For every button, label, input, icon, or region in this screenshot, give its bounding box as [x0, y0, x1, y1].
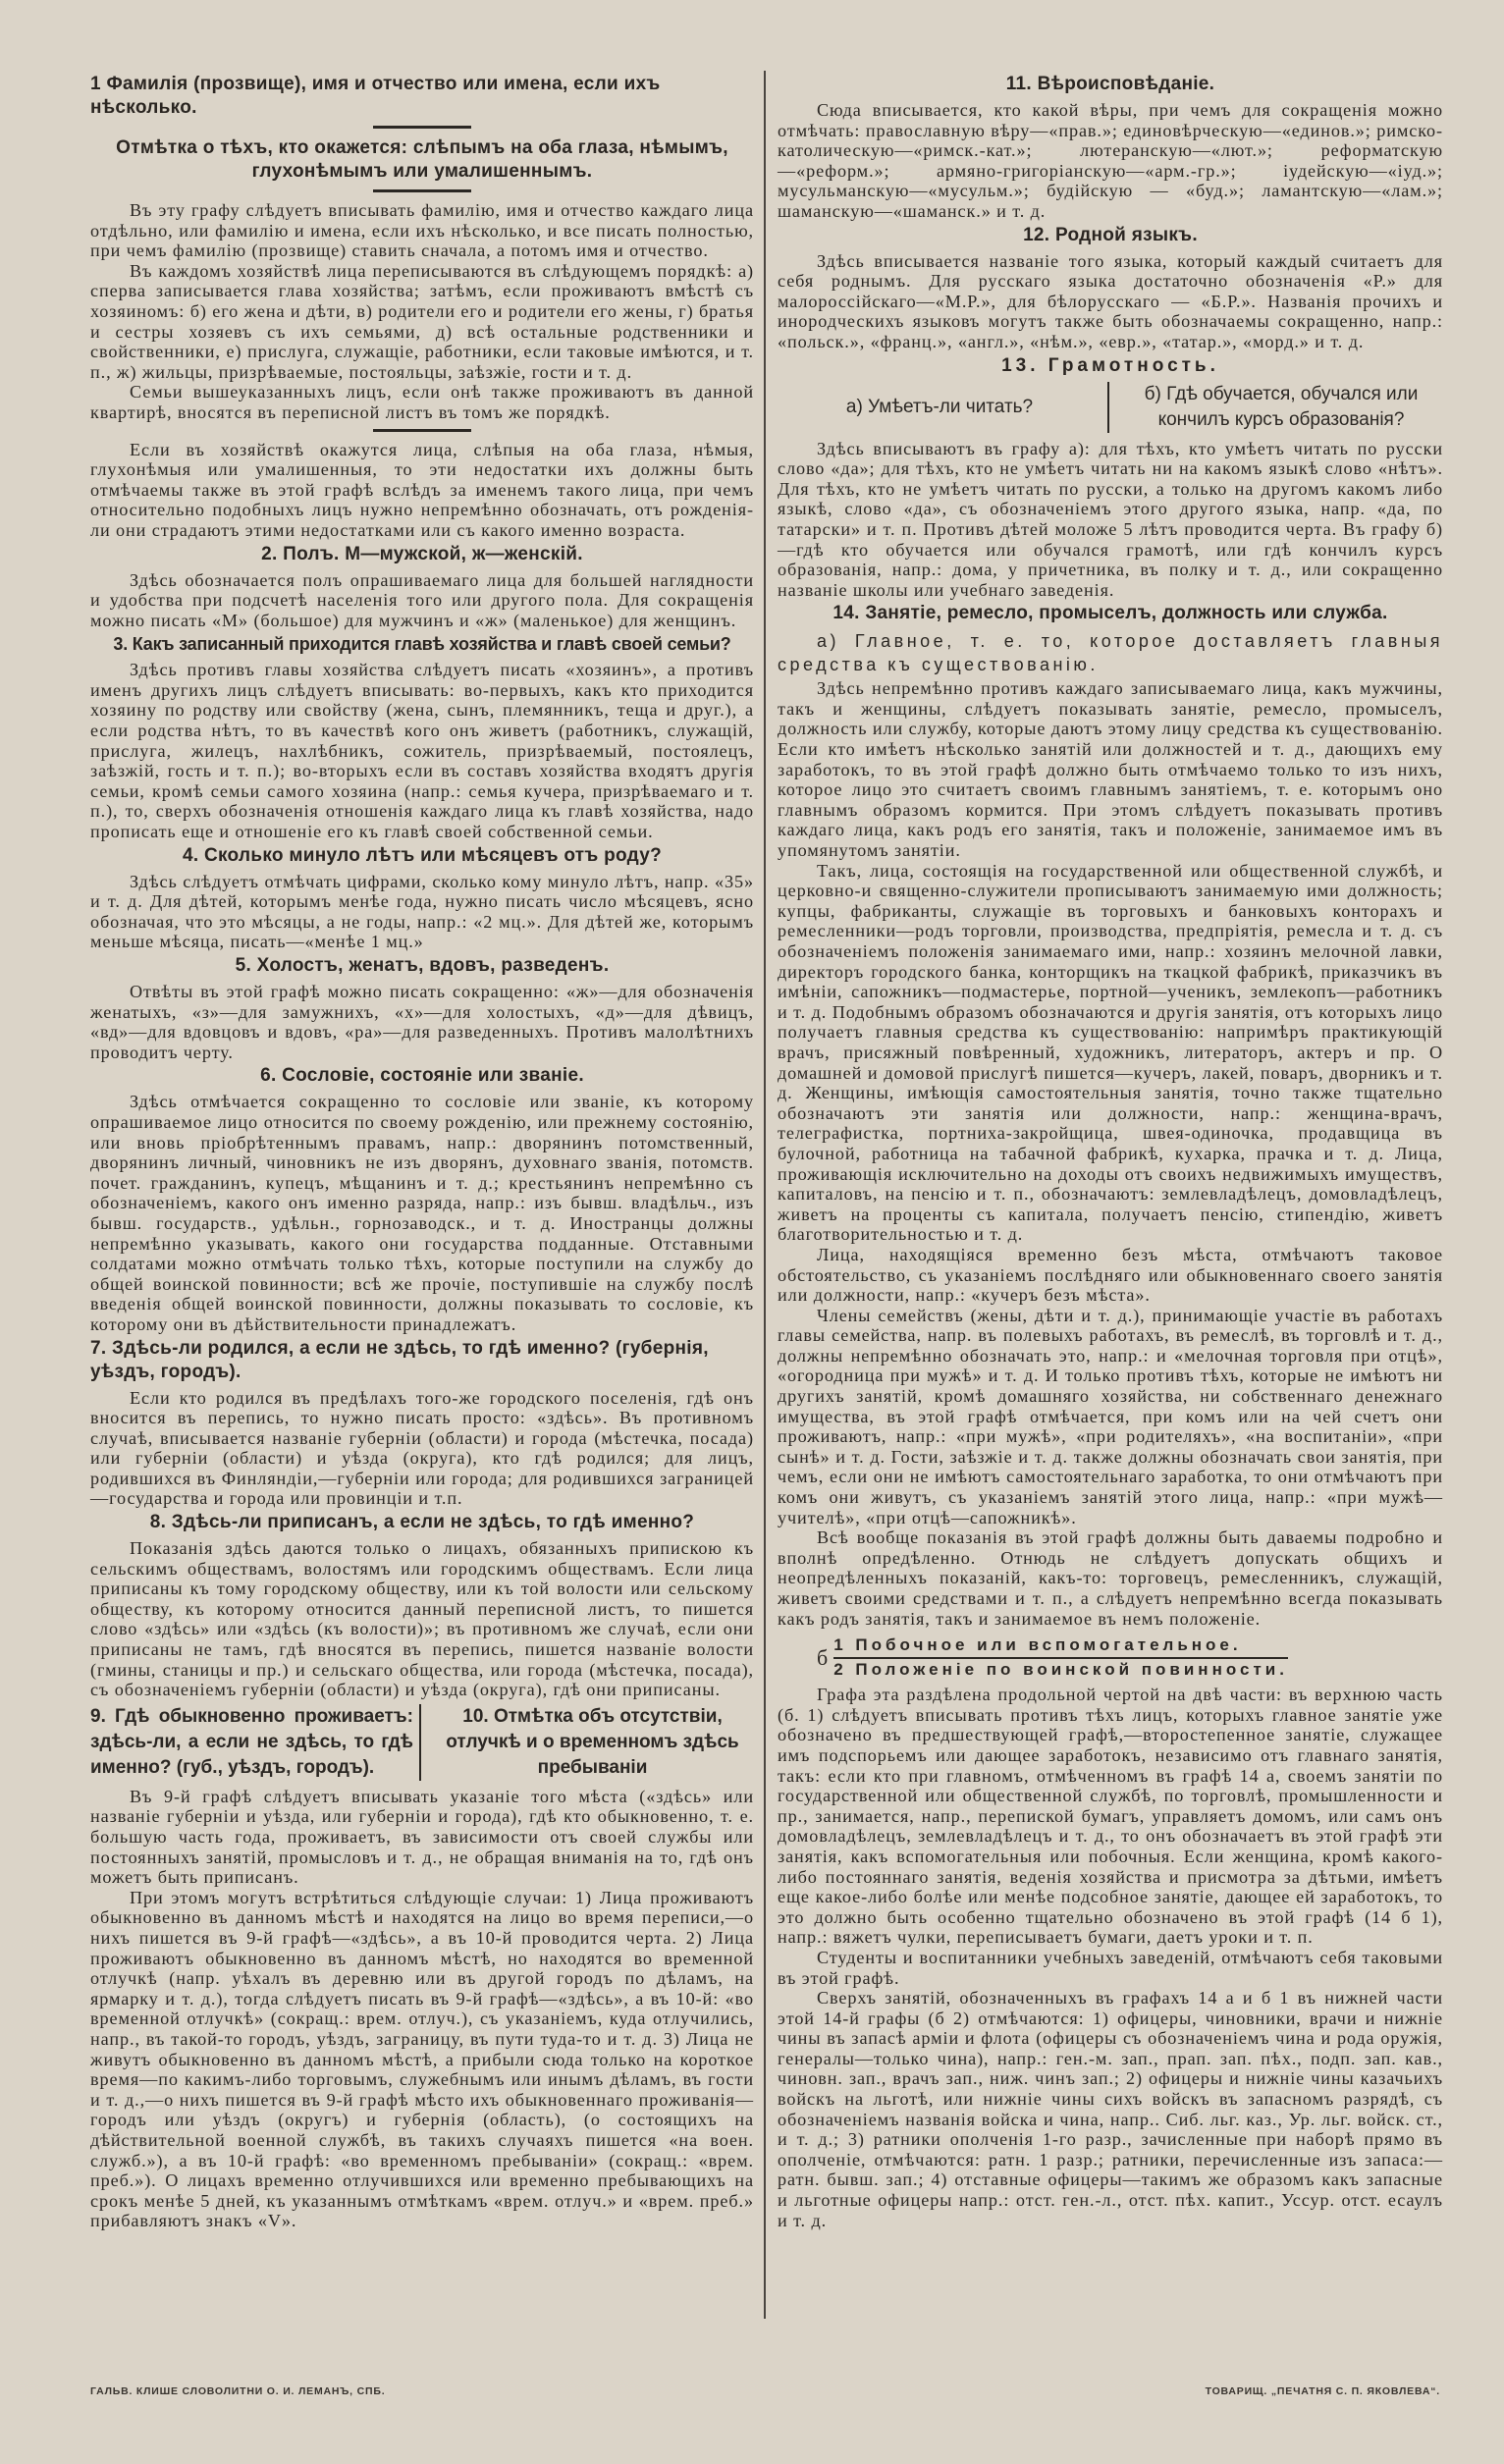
paragraph: Отвѣты въ этой графѣ можно писать сокращенно: «ж»—для обозначенія женатыхъ, «з»—для замужнихъ, «х»—для холостыхъ, «д»—для дѣвицъ, «вд»—для вдовцовъ и вдовъ, «ра»—для разведенныхъ. Противъ малолѣтнихъ проводитъ черту. [90, 982, 754, 1062]
heading-pair [90, 1704, 754, 1781]
paragraph: Графа эта раздѣлена продольной чертой на двѣ части: въ верхнюю часть (б. 1) слѣдуетъ вписывать противъ тѣхъ лицъ, которыхъ главное занятіе уже обозначено въ предшествующей графѣ,—второстепенное занятіе, служащее имъ подспорьемъ или дающее заработокъ, независимо отъ главнаго занятія, такъ: если кто при главномъ, отмѣченномъ въ графѣ 14 а, своемъ занятіи по государственной или общественной службѣ, по торговлѣ, промышленности и пр., занимается, напр., перепиской бумагъ, управляетъ домомъ, или самъ онъ домовладѣлецъ, землевладѣлецъ и т. д., то онъ обозначаетъ въ этой графѣ эти занятія, какъ вспомогательныя или побочныя. Если женщина, кромѣ какого-либо постояннаго занятія, веденія хозяйства и присмотра за дѣтьми, имѣетъ еще какое-либо болѣе или менѣе подсобное занятіе, дающее ей заработокъ, то это должно быть особенно тщательно обозначено въ этой графѣ (14 б 1), напр.: вяжетъ чулки, переписываетъ бумаги, даетъ уроки и т. п. [778, 1685, 1443, 1948]
paragraph: Такъ, лица, состоящія на государственной или общественной службѣ, и церковно-и священно-служители прописываютъ занимаемую ими должность; купцы, фабриканты, служащіе въ торговыхъ и банковыхъ конторахъ и ремесленники—родъ торговли, производства, предпріятія, ремесла и т. д. съ обозначеніемъ положенія занимаемаго ими, напр.: хозяинъ мелочной лавки, директоръ городского банка, конторщикъ на ткацкой фабрикѣ, приказчикъ въ имѣніи, сапожникъ—подмастерье, портной—ученикъ, землекопъ—работникъ и т. д. Подобнымъ образомъ обозначаются и другія занятія, отъ которыхъ лицо получаетъ главныя средства къ существованію: напримѣръ практикующій врачъ, присяжный повѣренный, художникъ, литераторъ, актеръ и пр. О домашней и домовой прислугѣ пишется—кучеръ, лакей, поваръ, дворникъ и т. д. Женщины, имѣющія самостоятельныя занятія, точно также тщательно обозначаютъ эти занятія или должности, напр.: женщина-врачъ, телеграфистка, портниха-закройщица, швея-одиночка, продавщица въ булочной, работница на табачной фабрикѣ, кухарка, прачка и т. д. Лица, проживающія исключительно на доходы отъ своихъ недвижимыхъ имуществъ, капиталовъ, на пенсію и т. п., обозначаютъ: землевладѣлецъ, домовладѣлецъ, живетъ на проценты съ капитала, получаетъ пенсію, стипендію, живетъ благотворительностью и т. д. [778, 860, 1443, 1245]
section-8-registration [90, 1511, 754, 1700]
section-9-heading: 9. Гдѣ обыкновенно проживаетъ: здѣсь-ли, а если не здѣсь, то гдѣ именно? (губ., уѣздъ, городъ). [90, 1704, 421, 1781]
subheading-b-fraction [817, 1634, 1443, 1681]
paragraph: Студенты и воспитанники учебныхъ заведеній, отмѣчаютъ себя таковыми въ этой графѣ. [778, 1947, 1443, 1988]
divider-rule [373, 126, 471, 129]
paragraph: Въ эту графу слѣдуетъ вписывать фамилію, имя и отчество каждаго лица отдѣльно, или фамилію и имена, если ихъ нѣсколько, и все писать полностью, при чемъ фамилію (прозвище) ставить сначала, а потомъ имя и отчество. [90, 200, 754, 261]
section-11-religion [778, 73, 1443, 222]
section-12-language [778, 224, 1443, 352]
section-heading: 3. Какъ записанный приходится главѣ хозяйства и главѣ своей семьи? [113, 634, 731, 655]
section-heading: 1 Фамилія (прозвище), имя и отчество или имена, если ихъ нѣсколько. [90, 74, 661, 118]
paragraph: Всѣ вообще показанія въ этой графѣ должны быть даваемы подробно и вполнѣ опредѣленно. Отнюдь не слѣдуетъ допускать общихъ и неопредѣленныхъ показаній, какъ-то: торговецъ, ремесленникъ, служащій, живетъ своими средствами и т. п., а слѣдуетъ непремѣнно всегда показывать какъ родъ занятія, такъ и занимаемое въ немъ положеніе. [778, 1527, 1443, 1629]
section-heading: 13. Грамотность. [1001, 354, 1219, 376]
paragraph: Здѣсь слѣдуетъ отмѣчать цифрами, сколько кому минуло лѣтъ, напр. «35» и т. д. Для дѣтей, которымъ менѣе года, нужно писать число мѣсяцевъ, ясно обозначая, что это мѣсяцы, а не годы, напр.: «2 мц.». Для дѣтей же, которымъ меньше мѣсяца, писать—«менѣе 1 мц.» [90, 871, 754, 952]
section-10-heading: 10. Отмѣтка объ отсутствіи, отлучкѣ и о временномъ здѣсь пребываніи [446, 1705, 739, 1778]
section-heading: 8. Здѣсь-ли приписанъ, а если не здѣсь, то гдѣ именно? [149, 1512, 695, 1533]
section-heading: 4. Сколько минуло лѣтъ или мѣсяцевъ отъ роду? [182, 844, 663, 866]
paragraph: Здѣсь непремѣнно противъ каждаго записываемаго лица, какъ мужчины, такъ и женщины, слѣдуетъ показывать занятіе, ремесло, промыселъ, должность или службу, которые даютъ этому лицу средства къ существованію. Если кто имѣетъ нѣсколько занятій или должностей и т. д., дающихъ ему заработокъ, то въ этой графѣ должно быть отмѣчаемо только то изъ нихъ, которое лицо это считаетъ своимъ главнымъ занятіемъ, т. е. которымъ оно главнымъ образомъ кормится. При этомъ слѣдуетъ показывать противъ каждаго лица, какъ родъ его занятія, такъ и положеніе, занимаемое имъ въ упомянутомъ занятіи. [778, 678, 1444, 861]
left-column [90, 71, 754, 2231]
paragraph: Здѣсь вписываютъ въ графу а): для тѣхъ, кто умѣетъ читать по русски слово «да»; для тѣхъ, кто не умѣетъ читать ни на какомъ языкѣ слово «нѣтъ». Для тѣхъ, кто не умѣетъ читать по русски, а только на другомъ какомъ либо языкѣ, слово «да», съ обозначеніемъ этого другого языка, напр. «да, по татарски» и т. п. Противъ дѣтей моложе 5 лѣтъ проводится черта. Въ графу б)—гдѣ кто обучается или обучался грамотѣ, или гдѣ кончилъ курсъ образованія, напр.: дома, у причетника, въ полку и т. д., или сокращенно названіе школы или учебнаго заведенія. [778, 438, 1443, 600]
section-14-occupation [778, 602, 1443, 2230]
subheading-b-letter: б [817, 1644, 829, 1670]
section-9-10-residence [90, 1704, 754, 2231]
section-3-relation [90, 632, 754, 841]
subheading-a: а) Главное, т. е. то, которое доставляетъ главныя средства къ существованію. [778, 631, 1443, 675]
paragraph: Показанія здѣсь даются только о лицахъ, обязанныхъ припискою къ сельскимъ обществамъ, волостямъ или городскимъ обществамъ. Если лица приписаны къ тому городскому обществу, или къ той волости или сельскому обществу, къ которому относится данный переписной листъ, то пишется слово «здѣсь» или «здѣсь (къ волости)»; въ противномъ же случаѣ, если они приписаны не тамъ, гдѣ вносятся въ перепись, пишется названіе волости (гмины, станицы и пр.) и сельскаго общества, или города (мѣстечка, посада), съ обозначеніемъ губерніи (области) и уѣзда (округа), гдѣ они приписаны. [90, 1538, 754, 1700]
paragraph: Здѣсь вписывается названіе того языка, который каждый считаетъ для себя роднымъ. Для русскаго языка достаточно обозначенія «Р.» для малороссійскаго—«М.Р.», для бѣлорусскаго — «Б.Р.». Названія прочихъ и инородческихъ языковъ могутъ также быть обозначаемы сокращенно, напр.: «польск.», «франц.», «англ.», «нѣм.», «евр.», «татар.», «морд.» и т. д. [778, 250, 1443, 351]
heading-pair [778, 382, 1443, 433]
paragraph: При этомъ могутъ встрѣтиться слѣдующіе случаи: 1) Лица проживаютъ обыкновенно въ данномъ мѣстѣ и находятся на лицо во время переписи,—о нихъ пишется въ 9-й графѣ—«здѣсь», а въ 10-й проводится черта. 2) Лица проживаютъ обыкновенно въ данномъ мѣстѣ, но находятся во временной отлучкѣ (напр. уѣхалъ въ деревню или въ другой городъ по дѣламъ, на ярмарку и т. д.), тогда слѣдуетъ писать въ 9-й графѣ—«здѣсь», а въ 10-й: «во временной отлучкѣ» (сокращ.: врем. отлуч.), съ указаніемъ, куда отлучились, напр., въ такой-то городъ, уѣздъ, заграницу, въ пути туда-то и т. д. 3) Лица не живутъ обыкновенно въ данномъ мѣстѣ, а прибыли сюда только на короткое время—по какимъ-либо торговымъ, служебнымъ или инымъ дѣламъ, въ гости и т. д.,—о нихъ пишется въ 9-й графѣ мѣсто ихъ обыкновеннаго проживанія—городъ или уѣздъ (округъ) и губернія (область), (о состоящихъ на дѣйствительной военной службѣ, въ такихъ случаяхъ пишется «на воен. служб.»), а въ 10-й графѣ: «во временномъ пребываніи» (сокращ.: «врем. преб.»). О лицахъ временно отлучившихся или временно пребывающихъ на срокъ менѣе 5 дней, къ указаннымъ отмѣткамъ «врем. отлуч.» и «врем. преб.» прибавляютъ знакъ «V». [90, 1887, 754, 2231]
section-4-age [90, 844, 754, 952]
section-heading: 7. Здѣсь-ли родился, а если не здѣсь, то гдѣ именно? (губернія, уѣздъ, городъ). [90, 1337, 709, 1382]
paragraph: Лица, находящіяся временно безъ мѣста, отмѣчаютъ таковое обстоятельство, съ указаніемъ послѣдняго или обыкновеннаго своего занятія или должности, напр.: «кучеръ безъ мѣста». [778, 1244, 1443, 1306]
printer-imprint-right: ТОВАРИЩ. „ПЕЧАТНЯ С. П. ЯКОВЛЕВА“. [1205, 2385, 1440, 2397]
subheading-b1: 1 Побочное или вспомогательное. [833, 1634, 1288, 1659]
paragraph: Здѣсь противъ главы хозяйства слѣдуетъ писать «хозяинъ», а противъ именъ другихъ лицъ слѣдуетъ вписывать: во-первыхъ, какъ кто приходится хозяину по родству или свойству (жена, сынъ, племянникъ, теща и друг.), а если родства нѣтъ, то въ качествѣ кого онъ живетъ (работникъ, служащій, прислуга, жилецъ, нахлѣбникъ, сожитель, призрѣваемый, постоялецъ, заѣзжій, гость и т. п.); во-вторыхъ если въ составъ хозяйства входятъ другія семьи, кромѣ семьи самого хозяина (напр.: семья кучера, призрѣваемаго и т. п.), то, сверхъ обозначенія отношенія каждаго лица къ главѣ хозяйства, надо прописать еще и отношеніе его къ главѣ своей собственной семьи. [90, 660, 754, 842]
section-heading: 2. Полъ. М—мужской, ж—женскій. [261, 543, 583, 564]
divider-rule [373, 429, 471, 432]
section-heading: 11. Вѣроисповѣданіе. [1005, 74, 1215, 94]
right-column [778, 71, 1443, 2230]
section-heading: 12. Родной языкъ. [1023, 224, 1198, 245]
column-divider [764, 71, 766, 2319]
subheading-b2: 2 Положеніе по воинской повинности. [833, 1660, 1288, 1680]
subheading-b: б) Гдѣ обучается, обучался или кончилъ курсъ образованія? [1144, 383, 1419, 430]
paragraph: Здѣсь отмѣчается сокращенно то сословіе или званіе, къ которому опрашиваемое лицо относится по своему рожденію, или прежнему состоянію, или вновь пріобрѣтеннымъ правамъ, напр.: дворянинъ потомственный, дворянинъ личный, чиновникъ не изъ дворянъ, духовнаго званія, потомств. почет. гражданинъ, купецъ, мѣщанинъ и т. д.; крестьянинъ непремѣнно съ обозначеніемъ, какого онъ именно разряда, напр.: изъ бывш. владѣльч., изъ бывш. государств., удѣльн., горнозаводск., и т. д. Иностранцы должны непремѣнно указывать, какого они государства подданные. Отставными солдатами можно отмѣчать только тѣхъ, которые поступили на службу до общей воинской повинности; всѣ же прочіе, поступившіе на службу послѣ введенія общей воинской повинности, должны показывать то сословіе, къ которому они въ дѣйствительности принадлежатъ. [90, 1092, 754, 1334]
paragraph: Если въ хозяйствѣ окажутся лица, слѣпыя на оба глаза, нѣмыя, глухонѣмыя или умалишенныя, то эти недостатки ихъ должны быть отмѣчаемы также въ этой графѣ вслѣдъ за именемъ такого лица, при чемъ относительно подобныхъ лицъ нужно непремѣнно обозначать, отъ рожденія-ли они страдаютъ этими недостатками или съ какого именно возраста. [90, 439, 754, 540]
subheading-a: а) Умѣетъ-ли читать? [778, 382, 1109, 433]
section-5-marital [90, 954, 754, 1062]
paragraph: Въ каждомъ хозяйствѣ лица переписываются въ слѣдующемъ порядкѣ: а) сперва записывается глава хозяйства; затѣмъ, если проживаютъ вмѣстѣ съ хозяиномъ: б) его жена и дѣти, в) родители его и родители его жены, г) братья и сестры хозяевъ съ ихъ семьями, д) всѣ остальные родственники и свойственники, е) прислуга, служащіе, работники, если таковые имѣются, и т. п., ж) жильцы, призрѣваемые, постояльцы, заѣзжіе, гости и т. д. [90, 260, 754, 382]
section-heading: 14. Занятіе, ремесло, промыселъ, должность или служба. [833, 603, 1388, 624]
section-7-birthplace [90, 1337, 754, 1510]
paragraph: Если кто родился въ предѣлахъ того-же городского поселенія, гдѣ онъ вносится въ перепись, то нужно писать просто: «здѣсь». Въ противномъ случаѣ, вписывается названіе губерніи (области) и города (мѣстечка, посада) или губерніи (области) и уѣзда (округа), кто гдѣ родился; для лицъ, родившихся въ Финляндіи,—губерніи или города; для родившихся заграницей—государства и города или провинціи и т.п. [90, 1387, 754, 1509]
paragraph: Члены семействъ (жены, дѣти и т. д.), принимающіе участіе въ работахъ главы семейства, напр. въ полевыхъ работахъ, въ ремеслѣ, въ торговлѣ и т. д., должны непремѣнно обозначать это, напр.: и «мелочная торговля при отцѣ», «огородница при мужѣ» и т. д. И только противъ тѣхъ, которые не имѣютъ ни другихъ занятій, кромѣ домашняго хозяйства, ни собственнаго денежнаго имущества, въ этой графѣ отмѣчается, при комъ или на чей счетъ они проживаютъ, напр.: «при мужѣ», «при родителяхъ», «на воспитаніи», «при сынѣ» и т. д. Гости, заѣзжіе и т. д. также должны обозначать свои занятія, при чемъ, если они не имѣютъ самостоятельнаго заработка, то они отмѣчаютъ при комъ они живутъ, съ указаніемъ занятій этого лица, напр.: «при мужѣ—учителѣ», «при отцѣ—сапожникѣ». [778, 1305, 1443, 1527]
section-6-estate [90, 1064, 754, 1334]
paragraph: Сюда вписывается, кто какой вѣры, при чемъ для сокращенія можно отмѣчать: православную вѣру—«прав.»; единовѣрческую—«единов.»; римско-католическую—«римск.-кат.»; лютеранскую—«лют.»; реформатскую—«реформ.»; армяно-григоріанскую—«арм.-гр.»; іудейскую—«іуд.»; мусульманскую—«мусульм.»; будійскую — «буд.»; ламантскую—«лам.»; шаманскую—«шаманск.» и т. д. [778, 100, 1443, 221]
section-1-name [90, 73, 754, 541]
section-subheading: Отмѣтка о тѣхъ, кто окажется: слѣпымъ на оба глаза, нѣмымъ, глухонѣмымъ или умалишеннымъ. [116, 137, 728, 182]
section-2-sex [90, 543, 754, 631]
printer-imprint-left: ГАЛЬВ. КЛИШЕ СЛОВОЛИТНИ О. И. ЛЕМАНЪ, СПБ. [90, 2385, 386, 2397]
paragraph: Здѣсь обозначается полъ опрашиваемаго лица для большей наглядности и удобства при подсчетѣ населенія того или другого пола. Для сокращенія можно писать «М» (большое) для мужчинъ и «ж» (маленькое) для женщинъ. [90, 569, 754, 630]
section-13-literacy [778, 354, 1443, 601]
divider-rule [373, 189, 471, 192]
section-heading: 5. Холостъ, женатъ, вдовъ, разведенъ. [235, 955, 610, 976]
paragraph: Сверхъ занятій, обозначенныхъ въ графахъ 14 а и б 1 въ нижней части этой 14-й графы (б 2) отмѣчаются: 1) офицеры, чиновники, врачи и нижніе чины въ запасѣ арміи и флота (офицеры съ обозначеніемъ чина и рода оружія, генералы—только чина), напр.: ген.-м. зап., прап. зап. пѣх., подп. зап. кав., чиновн. зап., врачъ зап., ниж. чинъ зап.; 2) офицеры и нижніе чины казачьихъ войскъ на льготѣ, или нижніе чины сихъ войскъ въ запасномъ разрядѣ, съ обозначеніемъ названія войска и чина, напр.. Сиб. льг. каз., Ур. льг. войск. ст., и т. д.; 3) ратники ополченія 1-го разр., зачисленные при наборѣ прямо въ ополченіе, отмѣчаются: ратн. 1 разр.; ратники, перечисленные изъ запаса:—ратн. бывш. зап.; 4) отставные офицеры—такимъ же образомъ какъ запасные и льготные офицеры напр.: отст. ген.-л., отст. пѣх. капит., Уссур. отст. есаулъ и т. д. [778, 1988, 1443, 2230]
paragraph: Семьи вышеуказанныхъ лицъ, если онѣ также проживаютъ въ данной квартирѣ, вносятся въ переписной листъ въ томъ же порядкѣ. [90, 382, 754, 422]
section-heading: 6. Сословіе, состояніе или званіе. [260, 1065, 584, 1087]
paragraph: Въ 9-й графѣ слѣдуетъ вписывать указаніе того мѣста («здѣсь» или названіе губерніи и уѣзда, или губерніи и города), гдѣ кто обыкновенно, т. е. большую часть года, проживаетъ, въ зависимости отъ своей службы или постоянныхъ занятій, промысловъ и т. д., не обращая вниманія на то, гдѣ онъ можетъ быть приписанъ. [90, 1786, 754, 1888]
